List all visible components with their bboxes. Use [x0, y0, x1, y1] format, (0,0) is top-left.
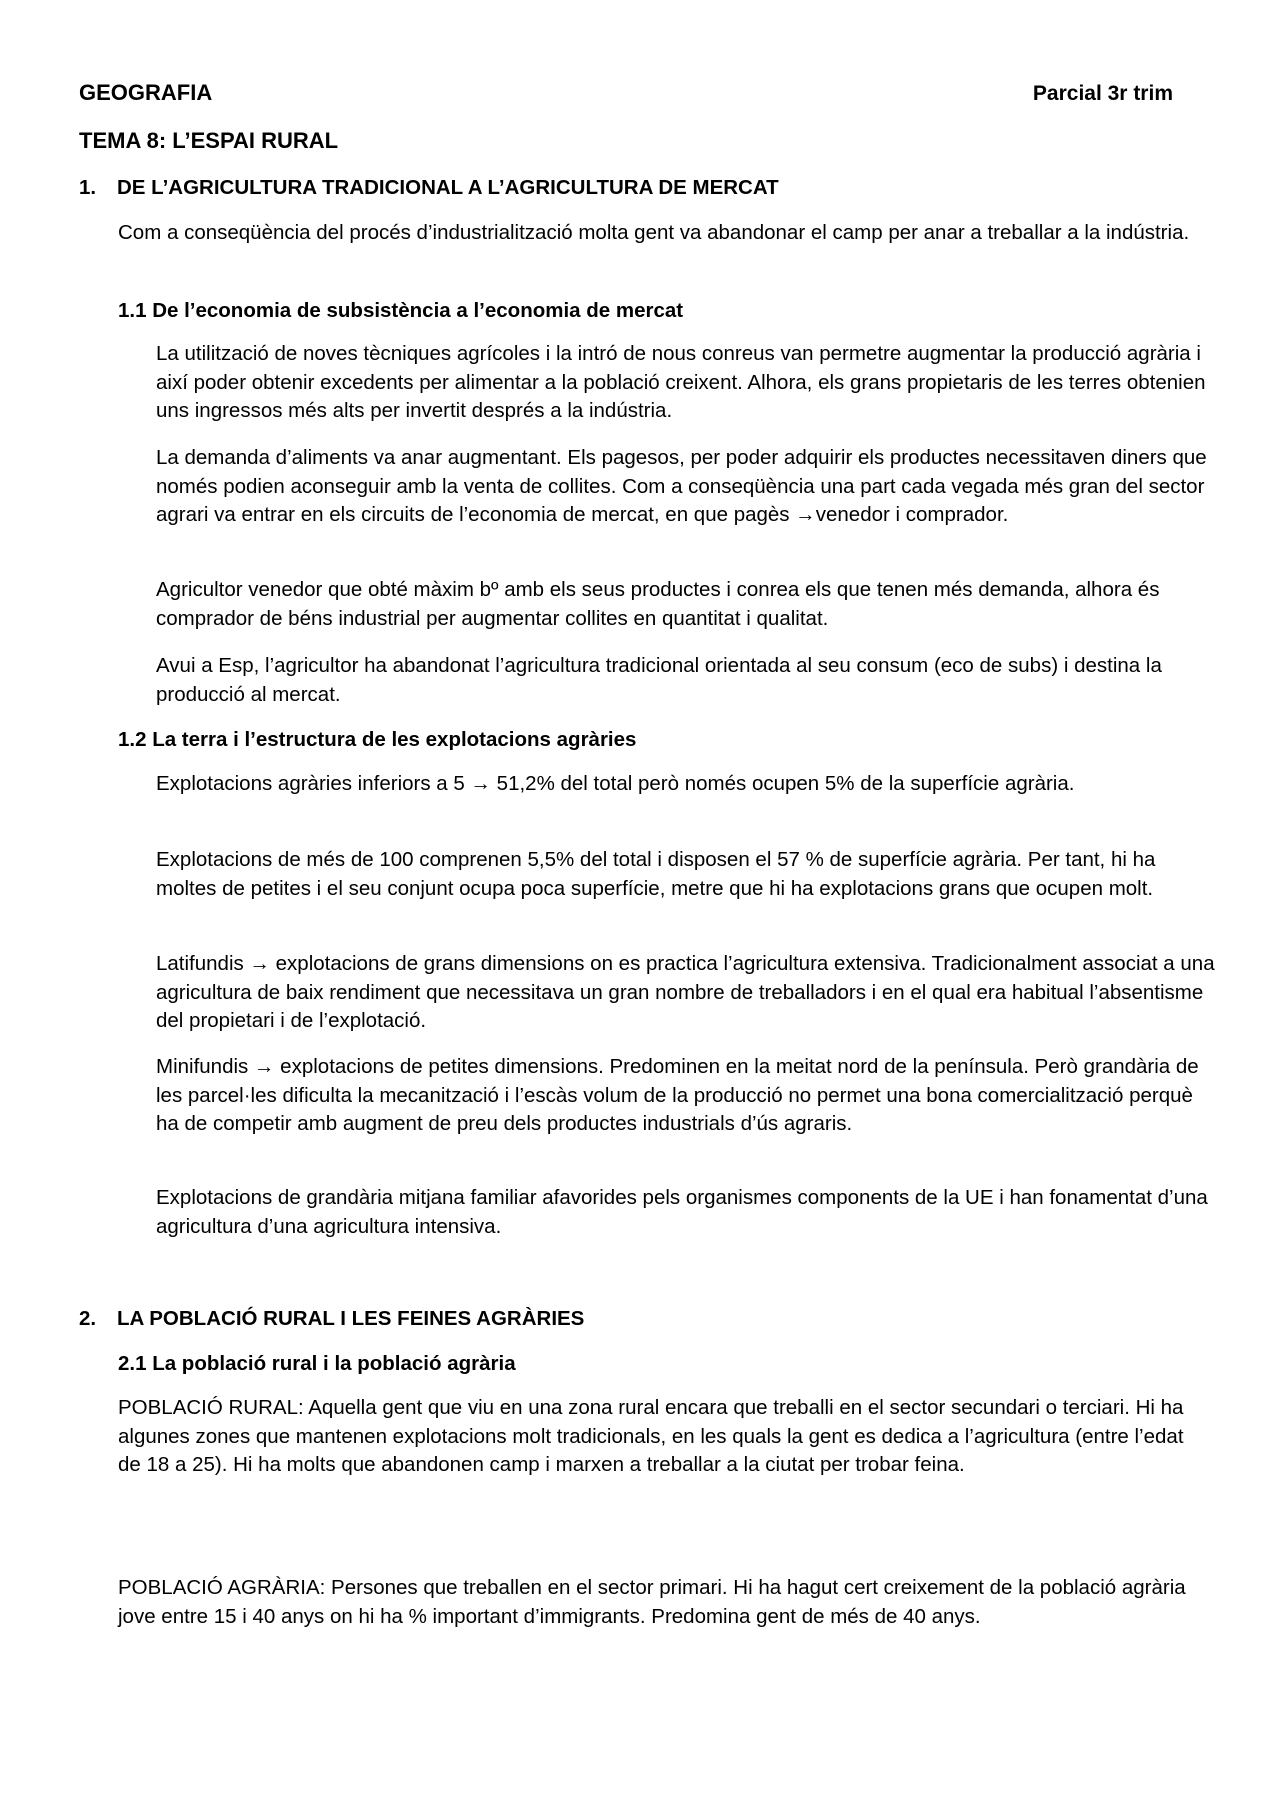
paragraph: La utilització de noves tècniques agrícoles i la intró de nous conreus van permetre augmentar la producció agrària i així poder obtenir excedents per alimentar a la població creixent. Alhora, els grans propietaris de les terres obtenien uns ingressos més alts per invertit després a la indústria. [156, 342, 1206, 422]
subsection-2-1-heading: 2.1 La població rural i la població agrària [118, 1352, 516, 1375]
paragraph: Avui a Esp, l’agricultor ha abandonat l’agricultura tradicional orientada al seu consum (eco de subs) i destina la producció al mercat. [156, 654, 1162, 706]
section-title: DE L’AGRICULTURA TRADICIONAL A L’AGRICULTURA DE MERCAT [117, 176, 779, 199]
paragraph: Explotacions agràries inferiors a 5 → 51,2% del total però només ocupen 5% de la superfície agrària. [156, 772, 1075, 795]
paragraph: POBLACIÓ RURAL: Aquella gent que viu en una zona rural encara que treballi en el sector secundari o terciari. Hi ha algunes zones que mantenen explotacions molt tradicionals, en les quals la gent es dedica a l’agricultura (entre l’edat de 18 a 25). Hi ha molts que abandonen camp i marxen a treballar a la ciutat per trobar feina. [118, 1396, 1184, 1476]
section-1-intro: Com a conseqüència del procés d’industrialització molta gent va abandonar el camp per anar a treballar a la indústria. [118, 221, 1190, 244]
subsection-1-1-heading: 1.1 De l’economia de subsistència a l’economia de mercat [118, 299, 684, 322]
exam-label: Parcial 3r trim [1032, 82, 1173, 105]
paragraph: Agricultor venedor que obté màxim bº amb els seus productes i conrea els que tenen més demanda, alhora és comprador de béns industrial per augmentar collites en quantitat i qualitat. [156, 578, 1160, 630]
section-number: 1. [79, 176, 97, 199]
section-number: 2. [79, 1307, 97, 1330]
subsection-1-2-heading: 1.2 La terra i l’estructura de les explotacions agràries [118, 728, 637, 751]
paragraph: La demanda d’aliments va anar augmentant. Els pagesos, per poder adquirir els productes necessitaven diners que només podien aconseguir amb la venta de collites. Com a conseqüència una part cada vegada més gran del sector agrari va entrar en els circuits de l’economia de mercat, en que pagès →venedor i comprador. [156, 446, 1207, 526]
page-header [79, 80, 1173, 110]
section-2-heading [79, 1307, 584, 1331]
paragraph: Latifundis → explotacions de grans dimensions on es practica l’agricultura extensiva. Tradicionalment associat a una agricultura de baix rendiment que necessitava un gran nombre de treballadors i en el qual era habitual l’absentisme del propietari i de l’explotació. [156, 952, 1215, 1032]
paragraph: Explotacions de grandària mitjana familiar afavorides pels organismes components de la UE i han fonamentat d’una agricultura d’una agricultura intensiva. [156, 1186, 1208, 1238]
paragraph: Minifundis → explotacions de petites dimensions. Predominen en la meitat nord de la península. Però grandària de les parcel·les dificulta la mecanització i l’escàs volum de la producció no permet una bona comercialització perquè ha de competir amb augment de preu dels productes industrials d’ús agraris. [156, 1055, 1199, 1135]
paragraph: POBLACIÓ AGRÀRIA: Persones que treballen en el sector primari. Hi ha hagut cert creixement de la població agrària jove entre 15 i 40 anys on hi ha % important d’immigrants. Predomina gent de més de 40 anys. [118, 1576, 1186, 1628]
paragraph: Explotacions de més de 100 comprenen 5,5% del total i disposen el 57 % de superfície agrària. Per tant, hi ha moltes de petites i el seu conjunt ocupa poca superfície, metre que hi ha explotacions grans que ocupen molt. [156, 848, 1156, 900]
subject-title: GEOGRAFIA [79, 80, 213, 105]
section-1-heading [79, 176, 779, 200]
topic-title: TEMA 8: L’ESPAI RURAL [79, 128, 339, 153]
section-title: LA POBLACIÓ RURAL I LES FEINES AGRÀRIES [117, 1307, 585, 1330]
